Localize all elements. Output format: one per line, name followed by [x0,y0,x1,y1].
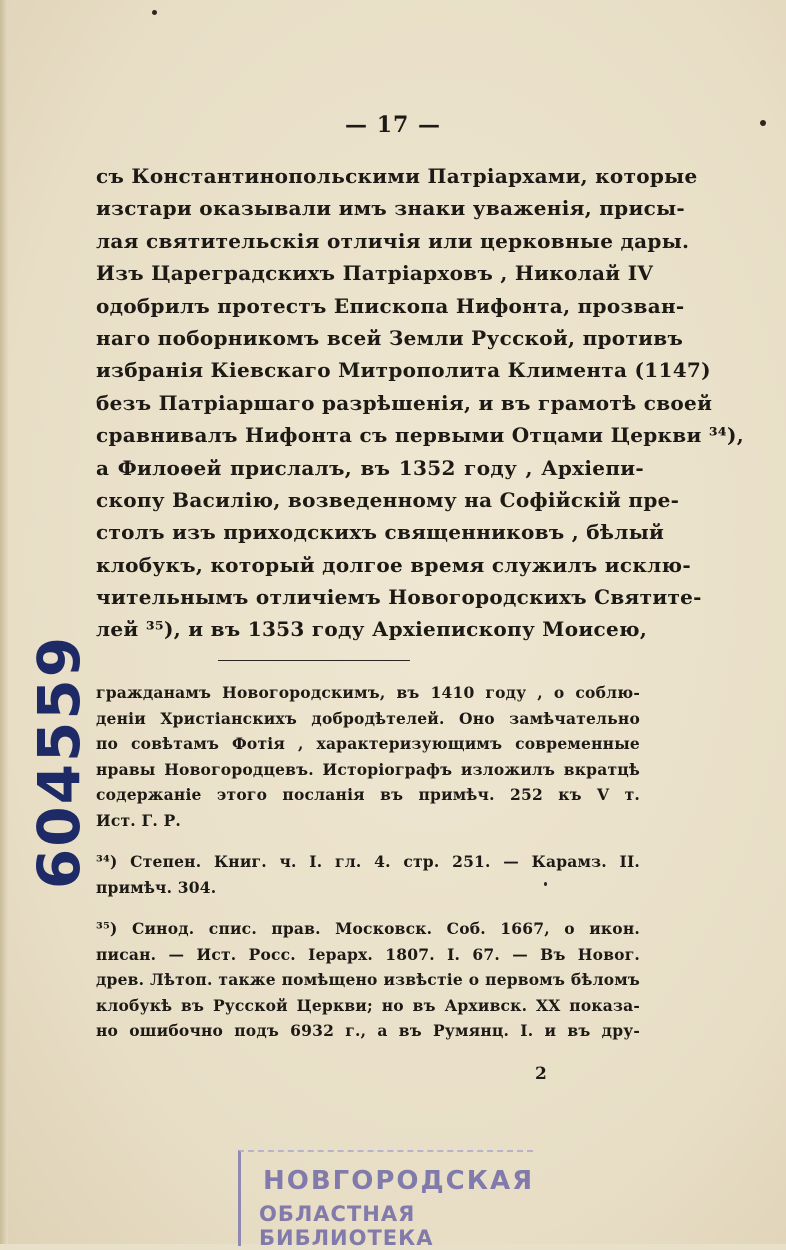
text-line: а Филоѳей прислалъ, въ 1352 году , Архіепи- [96,455,644,480]
footnote-line: содержаніе этого посланія въ примѣч. 252 къ V т. [96,785,640,804]
footnotes-block [96,680,640,1044]
footnote-gap [96,900,640,916]
text-line: клобукъ, который долгое время служилъ исклю- [96,552,691,577]
text-line: лая святительскія отличія или церковные дары. [96,228,690,253]
footnote-line: древ. Лѣтоп. также помѣщено извѣстіе о первомъ бѣломъ [96,970,640,989]
footnote-line: примѣч. 304. [96,877,217,897]
text-line: лей ³⁵), и въ 1353 году Архіепископу Моисею, [96,617,648,642]
stamp-line-2: ОБЛАСТНАЯ БИБЛИОТЕКА [259,1202,434,1250]
text-line: скопу Василію, возведенному на Софійскій пре- [96,487,680,512]
footnote-line: писан. — Ист. Росс. Іерарх. 1807. I. 67. — Въ Новог. [96,944,640,964]
footnote-line: ³⁵) Синод. спис. прав. Московск. Соб. 1667, о икон. [96,919,640,938]
footnote-separator [218,660,410,661]
footnote-line: по совѣтамъ Фотія , характеризующимъ современные [96,734,640,753]
footnote-line: клобукѣ въ Русской Церкви; но въ Архивск. XX показа- [96,995,640,1015]
footnote-line: гражданамъ Новогородскимъ, въ 1410 году , о соблю- [96,683,640,702]
footnote-line: деніи Христіанскихъ добродѣтелей. Оно замѣчательно [96,708,640,728]
handwritten-archive-number [24,634,94,890]
text-line: Изъ Цареградскихъ Патріарховъ , Николай IV [96,261,654,286]
text-line: одобрилъ протестъ Епископа Нифонта, прозван- [96,293,685,318]
stamp-line-1: НОВГОРОДСКАЯ [263,1166,535,1196]
page-edge-shadow [0,0,8,1244]
text-line: изстари оказывали имъ знаки уваженія, присы- [96,196,686,221]
main-text-block [96,160,744,646]
footnote-gap [96,833,640,849]
signature-mark: 2 [535,1064,547,1084]
archive-number-text: 604559 [25,634,93,890]
text-line: столъ изъ приходскихъ священниковъ , бѣлый [96,520,665,545]
page-number: — 17 — [345,112,441,138]
footnote-35 [96,916,640,1044]
text-line: съ Константинопольскими Патріархами, которые [96,164,698,188]
text-line: чительнымъ отличіемъ Новогородскихъ Святите- [96,585,702,610]
text-line: безъ Патріаршаго разрѣшенія, и въ грамотѣ своей [96,390,713,415]
footnote-line: Ист. Г. Р. [96,810,182,830]
footnote-line: но ошибочно подъ 6932 г., а въ Румянц. I. и въ дру- [96,1021,640,1040]
footnote-line: нравы Новогородцевъ. Исторіографъ изложилъ вкратцѣ [96,759,640,779]
text-line: сравнивалъ Нифонта съ первыми Отцами Церкви ³⁴), [96,423,744,448]
footnote-line: ³⁴) Степен. Книг. ч. I. гл. 4. стр. 251. — Карамз. II. [96,852,640,871]
footnote-continued [96,680,640,833]
footnote-34 [96,849,640,900]
text-line: избранія Кіевскаго Митрополита Климента (1147) [96,358,711,383]
library-stamp [238,1150,535,1250]
ink-speck [152,10,157,15]
text-line: наго поборникомъ всей Земли Русской, противъ [96,325,684,350]
